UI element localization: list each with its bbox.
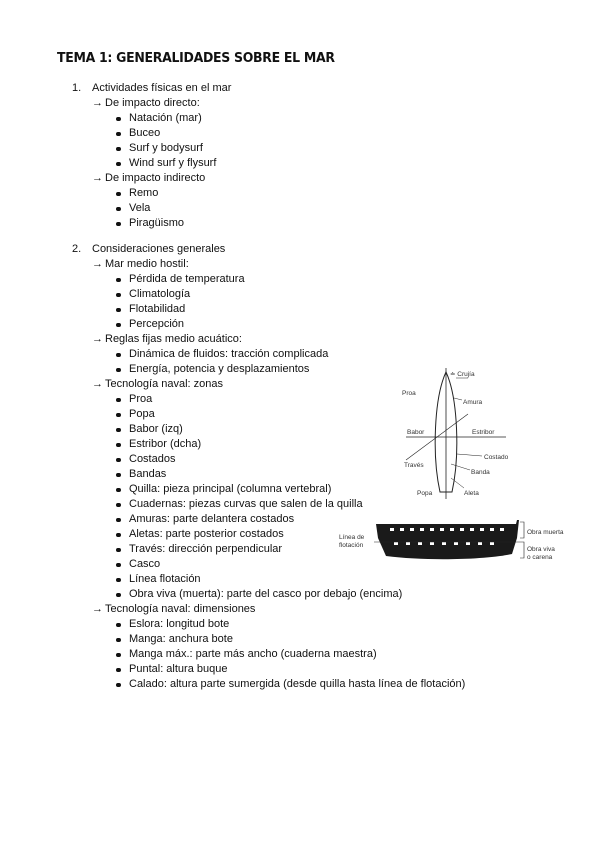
list-item: Wind surf y flysurf	[116, 156, 231, 171]
obra-muerta-hull	[376, 520, 519, 538]
list-item: Calado: altura parte sumergida (desde quilla hasta línea de flotación)	[116, 677, 465, 692]
list-item: Vela	[116, 201, 231, 216]
obra-viva-hull	[378, 538, 517, 559]
label-obra-viva: Obra viva	[527, 546, 555, 553]
bullet-list	[72, 272, 465, 332]
bullet-list	[72, 617, 465, 692]
list-item: Climatología	[116, 287, 465, 302]
page-title: TEMA 1: GENERALIDADES SOBRE EL MAR	[57, 49, 335, 66]
list-item: Aletas: parte posterior costados	[116, 527, 465, 542]
hull-top-view-diagram	[398, 366, 548, 502]
label-aleta: Aleta	[464, 490, 479, 497]
section-heading	[72, 242, 465, 257]
section-title: Actividades físicas en el mar	[92, 82, 232, 94]
list-item: Flotabilidad	[116, 302, 465, 317]
list-item: Surf y bodysurf	[116, 141, 231, 156]
list-item: Piragüismo	[116, 216, 231, 231]
section-title: Consideraciones generales	[92, 243, 226, 255]
list-item: Cuadernas: piezas curvas que salen de la quilla	[116, 497, 465, 512]
arrow-icon: →	[92, 258, 103, 270]
arrow-icon: →	[92, 172, 103, 184]
list-item: Eslora: longitud bote	[116, 617, 465, 632]
label-amura: Amura	[463, 399, 483, 406]
label-costado: Costado	[484, 454, 509, 461]
label-banda: Banda	[471, 469, 490, 476]
list-item: Bandas	[116, 467, 465, 482]
list-item: Costados	[116, 452, 465, 467]
label-traves: Través	[404, 462, 424, 469]
group-heading: → Tecnología naval: dimensiones	[92, 603, 256, 615]
section-heading	[72, 81, 231, 96]
label-linea-flotacion-2: flotación	[339, 542, 364, 549]
group-heading: → De impacto directo:	[92, 97, 200, 109]
arrow-icon: →	[92, 333, 103, 345]
list-item: Manga: anchura bote	[116, 632, 465, 647]
list-item: Estribor (dcha)	[116, 437, 465, 452]
list-item: Proa	[116, 392, 465, 407]
list-item: Percepción	[116, 317, 465, 332]
group-heading: → Reglas fijas medio acuático:	[92, 333, 242, 345]
bracket-obra-muerta	[520, 522, 524, 538]
list-item: Obra viva (muerta): parte del casco por debajo (encima)	[116, 587, 465, 602]
list-item: Amuras: parte delantera costados	[116, 512, 465, 527]
bullet-list	[72, 111, 231, 171]
label-obra-muerta: Obra muerta	[527, 529, 564, 536]
list-item: Puntal: altura buque	[116, 662, 465, 677]
list-item: Manga máx.: parte más ancho (cuaderna maestra)	[116, 647, 465, 662]
list-item: Casco	[116, 557, 465, 572]
list-item: Línea flotación	[116, 572, 465, 587]
section-number: 2.	[72, 243, 82, 255]
group-heading: → Tecnología naval: zonas	[92, 378, 224, 390]
group-heading: → De impacto indirecto	[92, 172, 206, 184]
bracket-obra-viva	[520, 542, 524, 558]
label-linea-flotacion: Línea de	[339, 534, 365, 541]
hull-side-view-diagram	[334, 518, 566, 574]
list-item: Buceo	[116, 126, 231, 141]
section-number: 1.	[72, 82, 82, 94]
group-heading: → Mar medio hostil:	[92, 258, 189, 270]
arrow-icon: →	[92, 378, 103, 390]
label-obra-viva-2: o carena	[527, 554, 553, 561]
arrow-icon: →	[92, 97, 103, 109]
label-crujia: ≐ Crujía	[450, 371, 475, 378]
bullet-list	[72, 186, 231, 231]
list-item: Quilla: pieza principal (columna vertebral)	[116, 482, 465, 497]
section-actividades	[72, 81, 231, 231]
label-popa: Popa	[417, 490, 433, 497]
list-item: Popa	[116, 407, 465, 422]
list-item: Natación (mar)	[116, 111, 231, 126]
label-estribor: Estribor	[472, 429, 495, 436]
list-item: Dinámica de fluidos: tracción complicada	[116, 347, 465, 362]
list-item: Babor (izq)	[116, 422, 465, 437]
label-proa: Proa	[402, 390, 416, 397]
list-item: Pérdida de temperatura	[116, 272, 465, 287]
arrow-icon: →	[92, 603, 103, 615]
label-babor: Babor	[407, 429, 425, 436]
list-item: Energía, potencia y desplazamientos	[116, 362, 465, 377]
list-item: Través: dirección perpendicular	[116, 542, 465, 557]
list-item: Remo	[116, 186, 231, 201]
